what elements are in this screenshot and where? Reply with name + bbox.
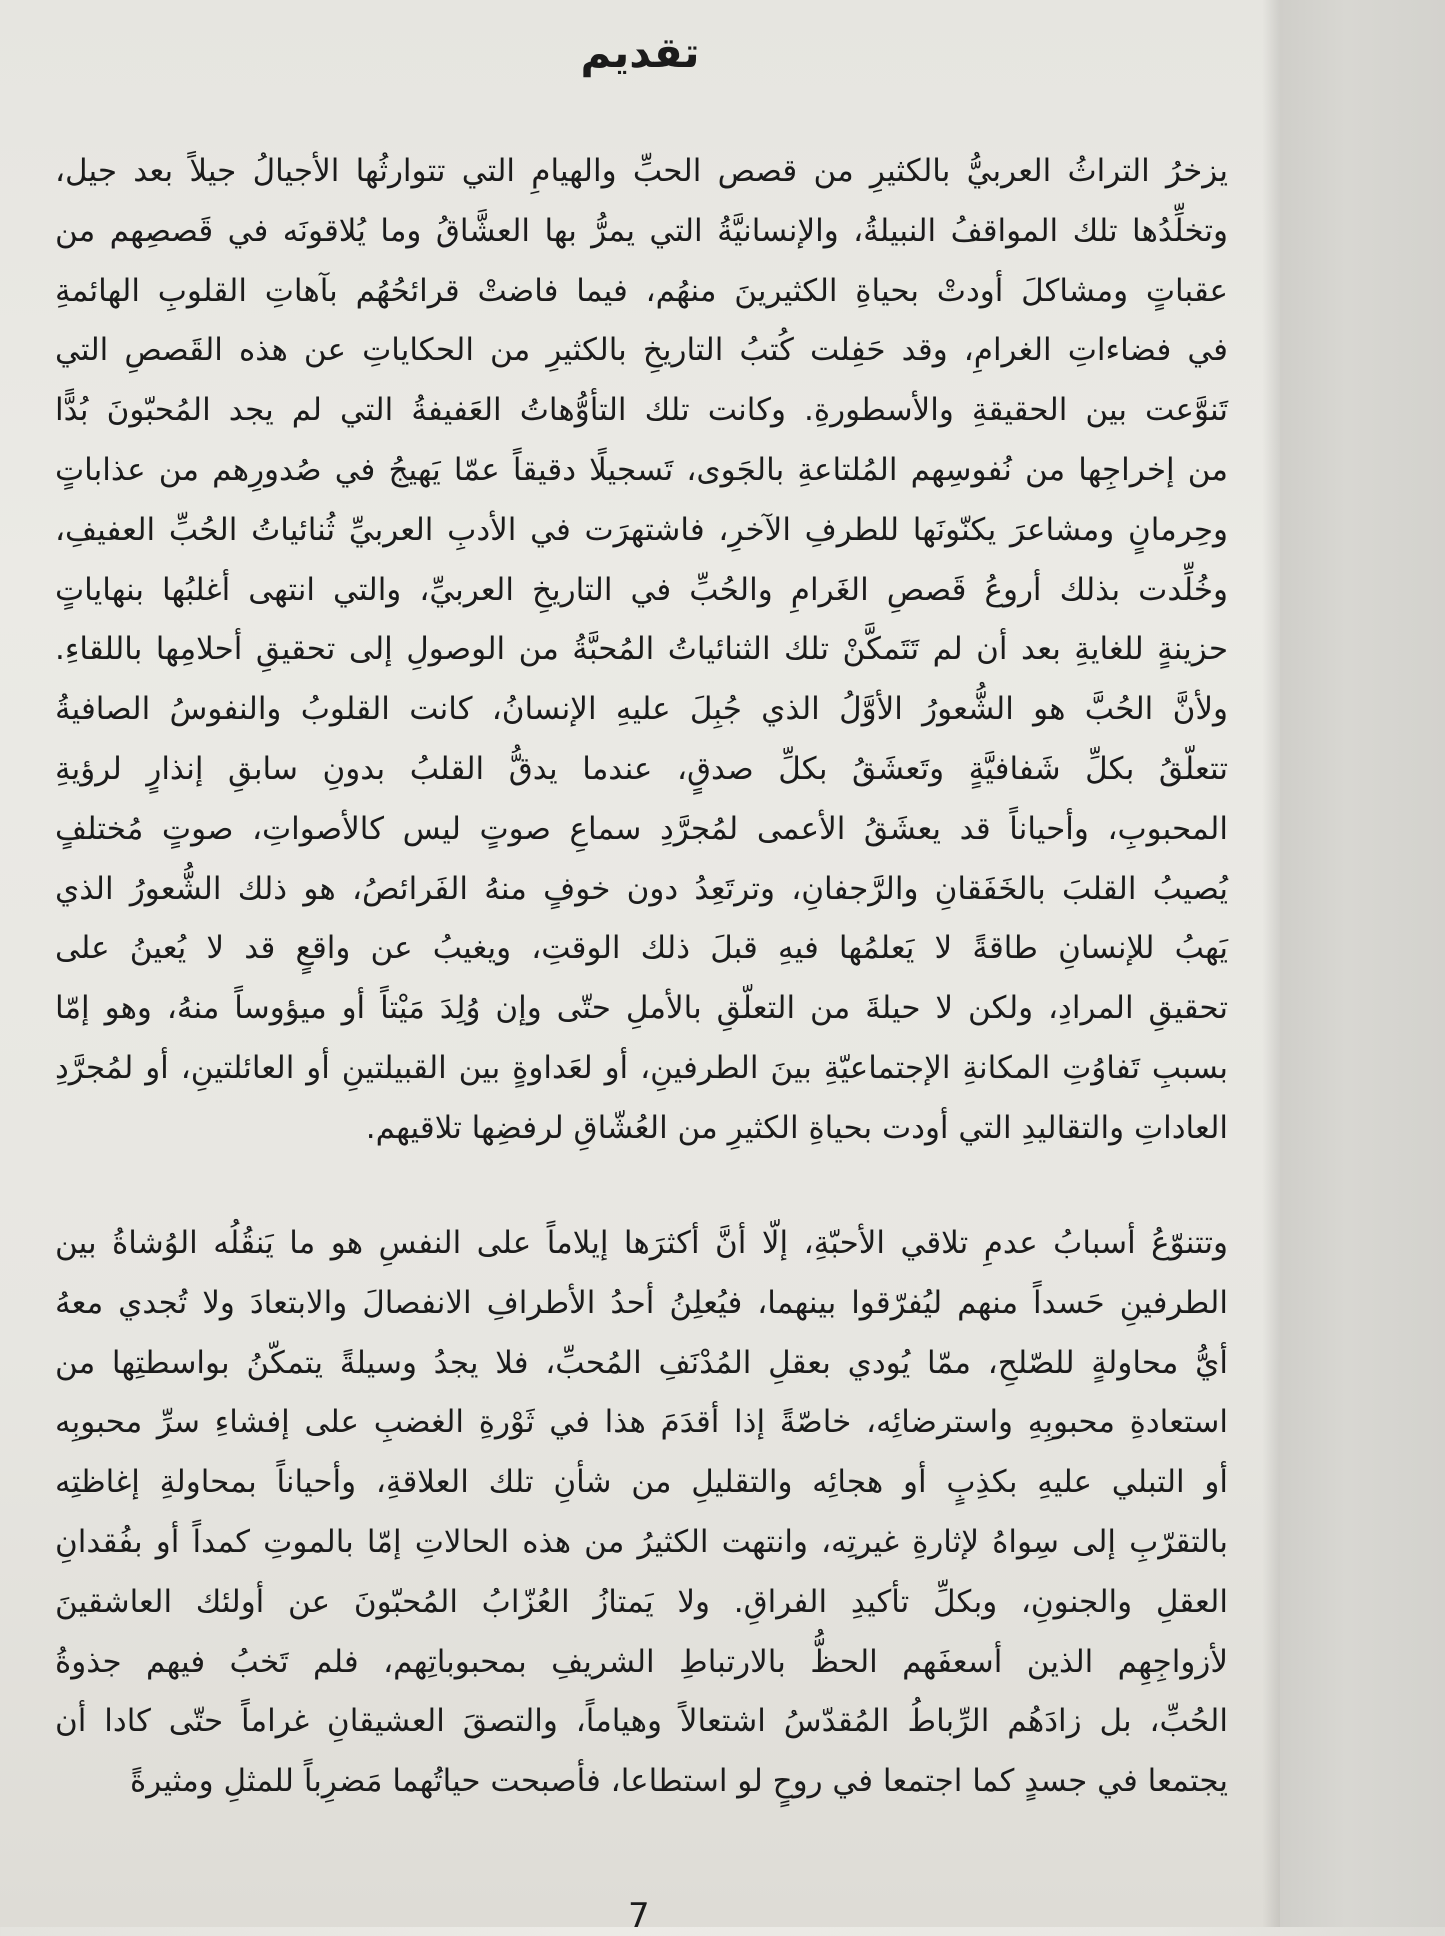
- text-line: العاداتِ والتقاليدِ التي أودت بحياةِ الكثيرِ من العُشّاقِ لرفضِها تلاقيهم.: [365, 1109, 1228, 1146]
- text-line: استعادةِ محبوبِهِ واسترضائِه، خاصّةً إذا أقدَمَ هذا في ثَوْرةِ الغضبِ على إفشاءِ سرِّ محبوبِه: [55, 1404, 1228, 1441]
- text-line: يَهبُ للإنسانِ طاقةً لا يَعلمُها فيهِ قبلَ ذلك الوقتِ، ويغيبُ عن واقعٍ قد لا يُعينُ على: [55, 930, 1228, 967]
- text-line: تتعلّقُ بكلِّ شَفافيَّةٍ وتَعشَقُ بكلِّ صدقٍ، عندما يدقُّ القلبُ بدونِ سابقِ إنذارٍ لرؤيةِ: [55, 750, 1228, 787]
- text-line: وحِرمانٍ ومشاعرَ يكنّونَها للطرفِ الآخرِ، فاشتهرَت في الأدبِ العربيِّ ثُنائياتُ الحُبِّ العفيفِ،: [55, 511, 1228, 548]
- text-line: بالتقرّبِ إلى سِواهُ لإثارةِ غيرتِه، وانتهت الكثيرُ من هذه الحالاتِ إمّا بالموتِ كمداً أو بفُقدانِ: [55, 1523, 1228, 1560]
- text-line: الطرفينِ حَسداً منهم ليُفرّقوا بينهما، فيُعلِنُ أحدُ الأطرافِ الانفصالَ والابتعادَ ولا تُجدي معهُ: [55, 1284, 1228, 1321]
- chapter-title: تقديم: [580, 28, 700, 77]
- text-line: العقلِ والجنونِ، وبكلِّ تأكيدِ الفراقِ. ولا يَمتازُ العُزّابُ المُحبّونَ عن أولئك العاشقينَ: [55, 1583, 1228, 1620]
- text-line: ولأنَّ الحُبَّ هو الشُّعورُ الأوَّلُ الذي جُبِلَ عليهِ الإنسانُ، كانت القلوبُ والنفوسُ الصافيةُ: [55, 691, 1228, 728]
- text-line: تحقيقِ المرادِ، ولكن لا حيلةَ من التعلّقِ بالأملِ حتّى وإن وُلِدَ مَيْتاً أو ميؤوساً منهُ، وهو إمّا: [55, 990, 1228, 1027]
- text-line: يُصيبُ القلبَ بالخَفَقانِ والرَّجفانِ، وترتَعِدُ دون خوفٍ منهُ الفَرائصُ، هو ذلك الشُّعورُ الذي: [55, 870, 1228, 907]
- text-line: المحبوبِ، وأحياناً قد يعشَقُ الأعمى لمُجرَّدِ سماعِ صوتٍ ليس كالأصواتِ، صوتٍ مُختلفٍ: [55, 810, 1228, 847]
- text-line: تَنوَّعت بين الحقيقةِ والأسطورةِ. وكانت تلك التأوُّهاتُ العَفيفةُ التي لم يجد المُحبّونَ بُدًّا: [55, 392, 1228, 429]
- text-line: وتتنوّعُ أسبابُ عدمِ تلاقي الأحبّةِ، إلّا أنَّ أكثرَها إيلاماً على النفسِ هو ما يَنقُلُه الوُشاةُ بين: [55, 1225, 1228, 1261]
- text-line: وتخلِّدُها تلك المواقفُ النبيلةُ، والإنسانيَّةُ التي يمرُّ بها العشَّاقُ وما يُلاقونَه في قَصصِهم من: [55, 212, 1228, 249]
- text-line: من إخراجِها من نُفوسِهم المُلتاعةِ بالجَوى، تَسجيلًا دقيقاً عمّا يَهيجُ في صُدورِهم من عذاباتٍ: [55, 451, 1228, 488]
- text-line: بسببِ تَفاوُتِ المكانةِ الإجتماعيّةِ بينَ الطرفينِ، أو لعَداوةٍ بين القبيلتينِ أو العائلتينِ، أو لمُجرَّدِ: [55, 1049, 1228, 1086]
- text-line: وخُلِّدت بذلك أروعُ قَصصِ الغَرامِ والحُبِّ في التاريخِ العربيِّ، والتي انتهى أغلبُها بنهاياتٍ: [55, 571, 1228, 608]
- text-line: يزخرُ التراثُ العربيُّ بالكثيرِ من قصص الحبِّ والهيامِ التي تتوارثُها الأجيالُ جيلاً بعد جيل،: [55, 153, 1228, 189]
- text-line: عقباتٍ ومشاكلَ أودتْ بحياةِ الكثيرينَ منهُم، فيما فاضتْ قرائحُهُم بآهاتِ القلوبِ الهائمةِ: [55, 272, 1228, 309]
- page-gutter-shadow: [1262, 0, 1280, 1927]
- text-line: في فضاءاتِ الغرامِ، وقد حَفِلت كُتبُ التاريخِ بالكثيرِ من الحكاياتِ عن هذه القَصصِ التي: [55, 332, 1228, 369]
- text-line: أو التبلي عليهِ بكذِبٍ أو هجائِه والتقليلِ من شأنِ تلك العلاقةِ، وأحياناً بمحاولةِ إغاظتِه: [55, 1464, 1228, 1501]
- adjacent-page-edge: [1280, 0, 1445, 1927]
- paragraph-1: [55, 142, 1228, 1159]
- text-line: حزينةٍ للغايةِ بعد أن لم تَتَمكَّنْ تلك الثنائياتُ المُحبَّةُ من الوصولِ إلى تحقيقِ أحلامِها باللقاءِ.: [55, 631, 1228, 668]
- text-line: يجتمعا في جسدٍ كما اجتمعا في روحٍ لو استطاعا، فأصبحت حياتُهما مَضرِباً للمثلِ ومثيرةً: [130, 1763, 1228, 1800]
- page-number: 7: [628, 1896, 650, 1936]
- paragraph-2: [55, 1214, 1228, 1812]
- text-line: أيُّ محاولةٍ للصّلحِ، ممّا يُودي بعقلِ المُدْنَفِ المُحبِّ، فلا يجدُ وسيلةً يتمكّنُ بواسطتِها من: [55, 1344, 1228, 1381]
- text-line: لأزواجِهِم الذين أسعفَهم الحظُّ بالارتباطِ الشريفِ بمحبوباتِهم، فلم تَخبُ فيهم جذوةُ: [55, 1643, 1228, 1680]
- text-line: الحُبِّ، بل زادَهُم الرِّباطُ المُقدّسُ اشتعالاً وهياماً، والتصقَ العشيقانِ غراماً حتّى كادا أن: [55, 1703, 1228, 1740]
